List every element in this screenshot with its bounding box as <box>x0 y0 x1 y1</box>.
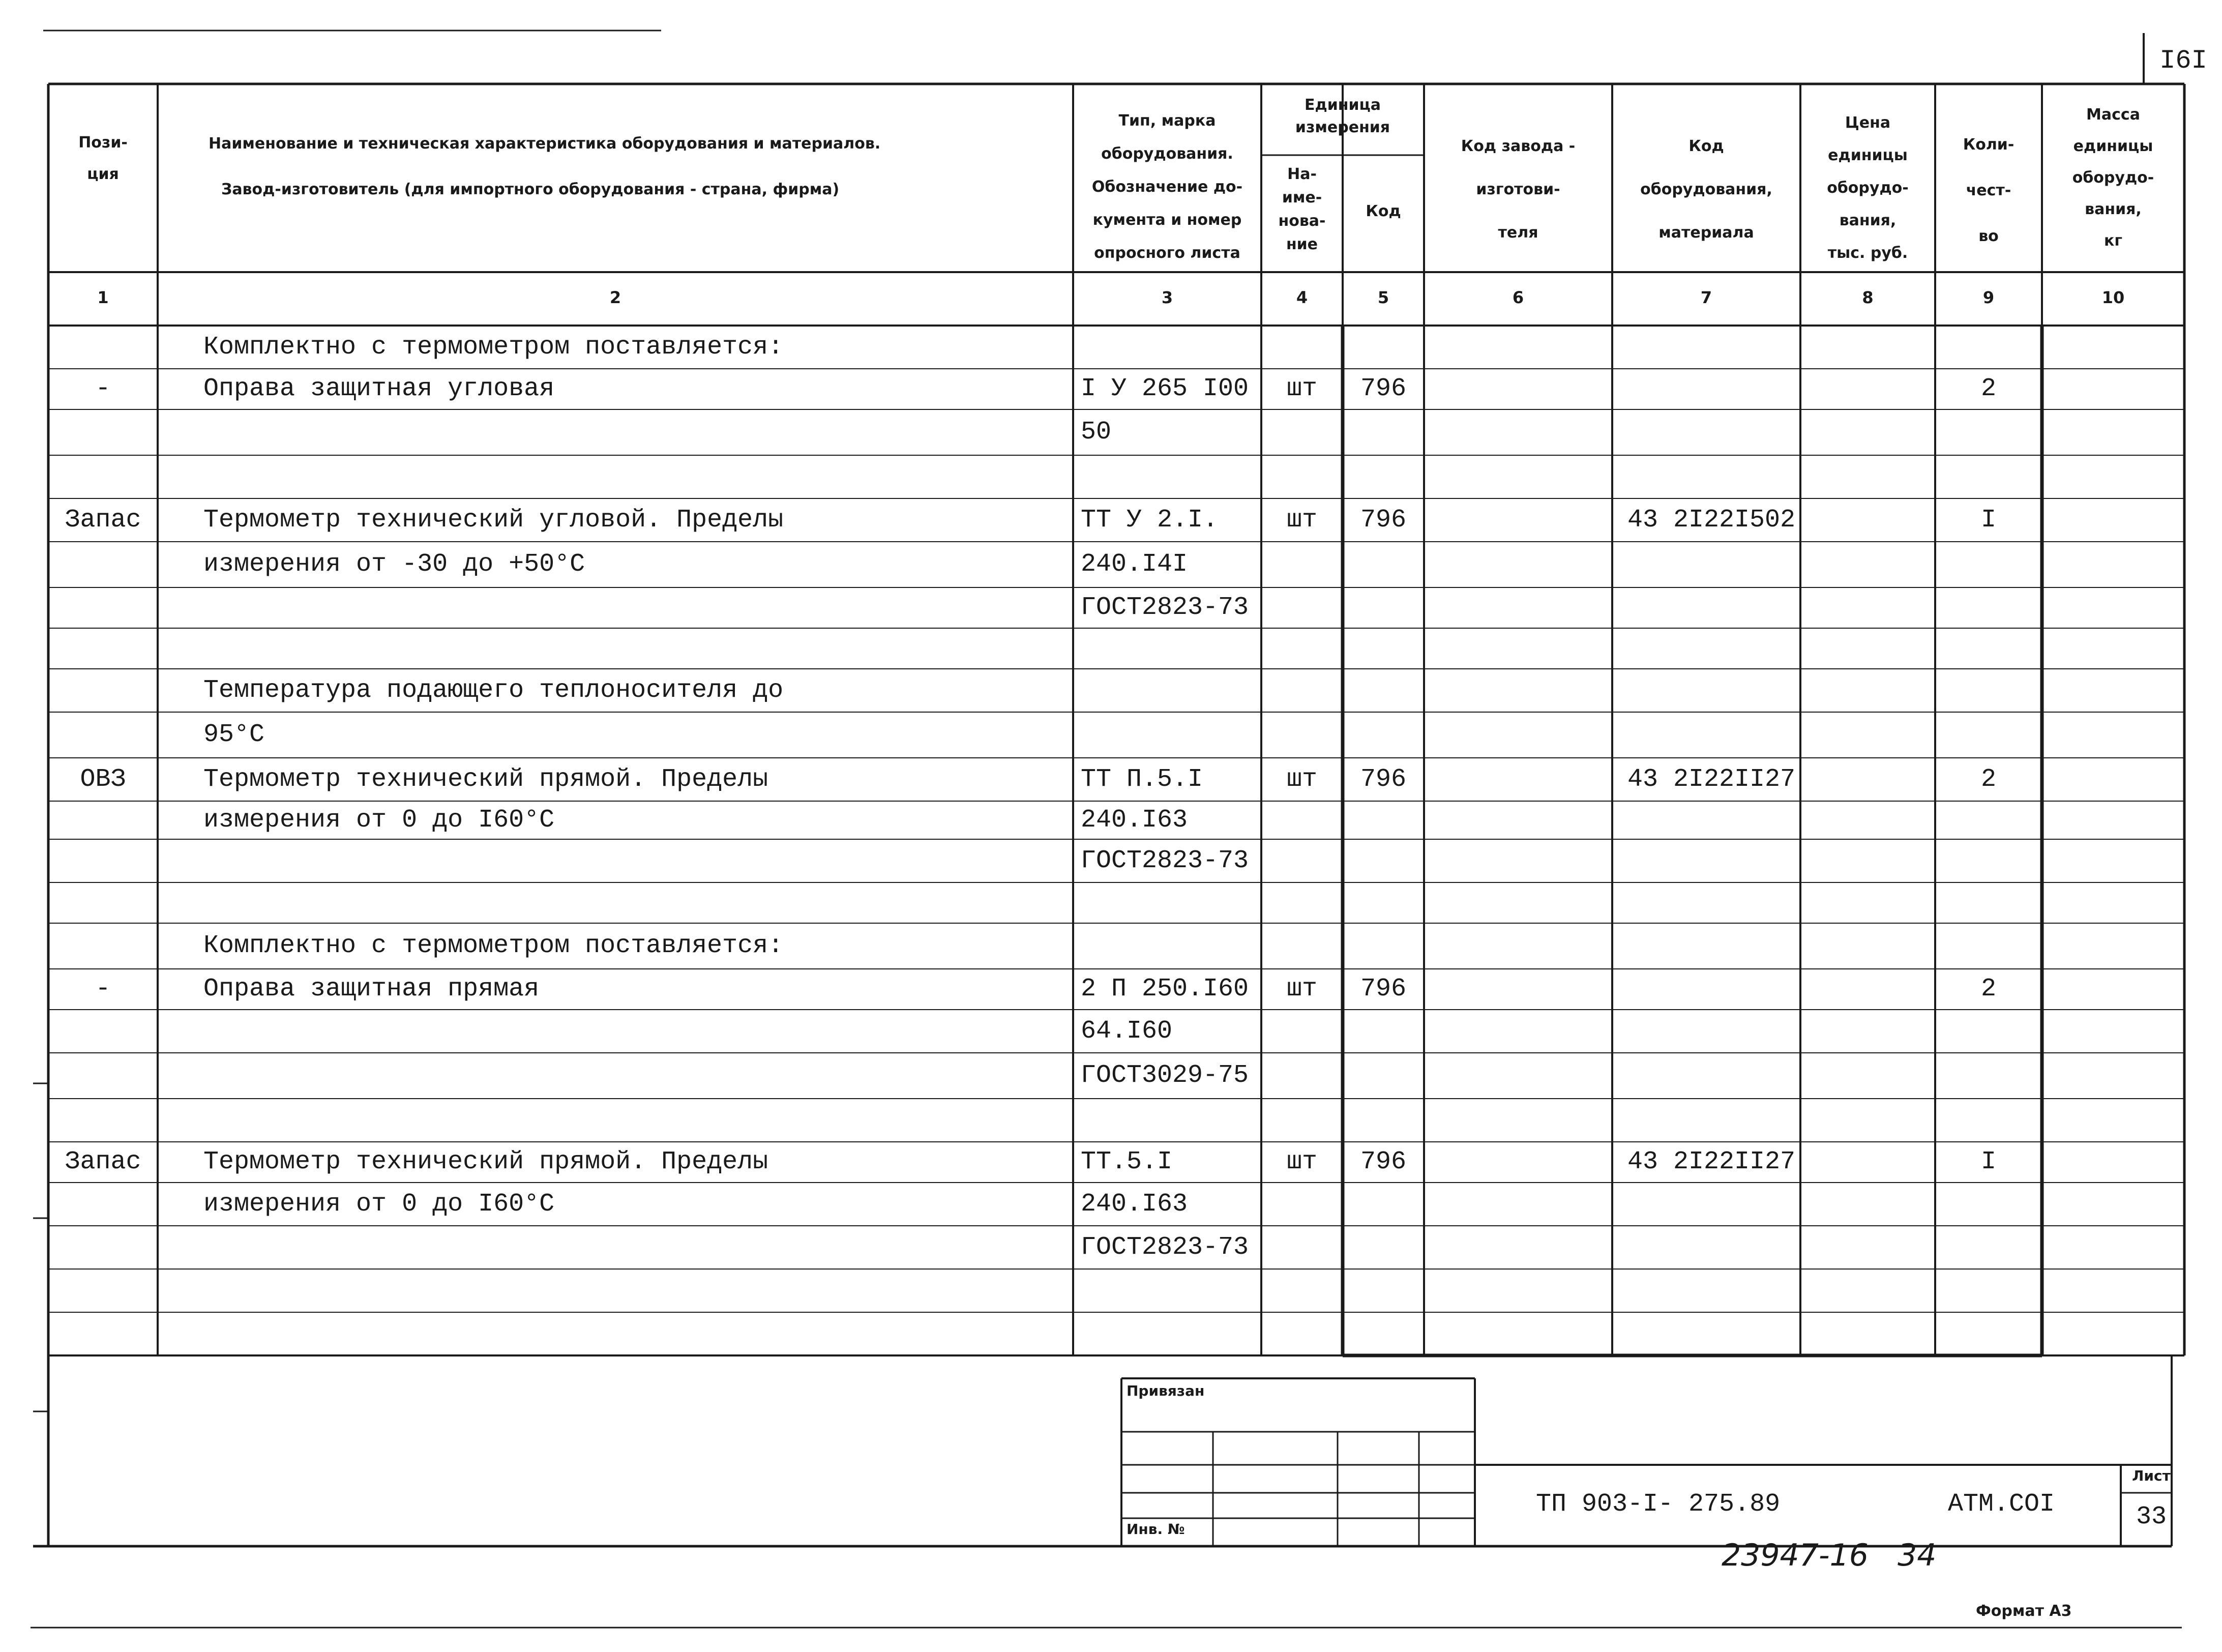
cell-type: 64.I60 <box>1081 1017 1173 1046</box>
cell-pos <box>51 542 155 587</box>
stamp-format: Формат А3 <box>1976 1602 2072 1620</box>
cell-qty <box>1935 923 2042 969</box>
cell-type <box>1081 669 1261 712</box>
cell-pos: Запас <box>65 1147 141 1176</box>
stamp-privyazan: Привязан <box>1127 1382 1205 1399</box>
stamp-inv-no: Инв. № <box>1127 1521 1185 1538</box>
cell-type: 240.I4I <box>1081 550 1188 579</box>
cell-unit <box>1261 587 1343 628</box>
cell-name <box>203 1226 1068 1269</box>
cell-qty <box>1935 455 2042 498</box>
cell-name: Комплектно с термометром поставляется: <box>203 333 784 362</box>
header-col2-line2: Завод-изготовитель (для импортного оборудования - страна, фирма) <box>221 181 840 198</box>
cell-pos <box>51 1312 155 1355</box>
cell-name <box>203 882 1068 923</box>
colnum-2: 2 <box>609 288 621 307</box>
cell-qty <box>1935 669 2042 712</box>
cell-pos <box>51 839 155 882</box>
cell-type <box>1081 923 1261 969</box>
cell-type: ГОСТ3029-75 <box>1081 1061 1249 1090</box>
cell-eqcode <box>1627 587 1800 628</box>
cell-unit <box>1261 1269 1343 1312</box>
cell-eqcode: 43 2I22II27 <box>1627 1147 1796 1176</box>
cell-pos <box>51 882 155 923</box>
cell-type: ТТ.5.I <box>1081 1147 1173 1176</box>
cell-type: 2 П 250.I60 <box>1081 975 1249 1004</box>
cell-unit: шт <box>1286 975 1317 1004</box>
cell-pos <box>51 587 155 628</box>
cell-unit <box>1261 1226 1343 1269</box>
header-col7: Код оборудования, материала <box>1640 137 1772 242</box>
cell-pos <box>51 1053 155 1099</box>
cell-unit <box>1261 1010 1343 1053</box>
cell-type: 50 <box>1081 418 1112 447</box>
cell-qty <box>1935 801 2042 839</box>
cell-code <box>1343 882 1424 923</box>
cell-type <box>1081 882 1261 923</box>
cell-unit <box>1261 801 1343 839</box>
sheet-number-top: I6I <box>2159 46 2207 76</box>
cell-qty <box>1935 409 2042 455</box>
cell-pos <box>51 801 155 839</box>
cell-eqcode <box>1627 369 1800 409</box>
cell-eqcode <box>1627 1053 1800 1099</box>
cell-qty: I <box>1980 1147 1996 1176</box>
cell-name: измерения от 0 до I60°С <box>203 806 555 835</box>
cell-qty <box>1935 1269 2042 1312</box>
cell-code <box>1343 628 1424 669</box>
stamp-doc-code: ТП 903-I- 275.89 <box>1536 1490 1781 1519</box>
cell-unit <box>1261 923 1343 969</box>
cell-unit <box>1261 839 1343 882</box>
cell-pos <box>51 628 155 669</box>
colnum-1: 1 <box>97 288 109 307</box>
cell-name: измерения от 0 до I60°С <box>203 1190 555 1219</box>
cell-qty <box>1935 326 2042 369</box>
cell-name: измерения от -30 до +50°С <box>203 550 585 579</box>
cell-unit <box>1261 882 1343 923</box>
header-col1: Пози- ция <box>78 134 128 183</box>
cell-type <box>1081 1099 1261 1142</box>
cell-eqcode <box>1627 882 1800 923</box>
cell-unit <box>1261 1183 1343 1226</box>
cell-code <box>1343 801 1424 839</box>
cell-code <box>1343 669 1424 712</box>
cell-qty <box>1935 839 2042 882</box>
cell-qty: I <box>1980 506 1996 535</box>
cell-unit <box>1261 628 1343 669</box>
cell-code <box>1343 409 1424 455</box>
header-col9: Коли- чест- во <box>1963 136 2014 245</box>
cell-pos: - <box>95 975 111 1004</box>
cell-unit <box>1261 542 1343 587</box>
cell-code: 796 <box>1360 975 1406 1004</box>
cell-name <box>203 587 1068 628</box>
cell-name: Температура подающего теплоносителя до <box>203 676 784 705</box>
cell-name: Термометр технический прямой. Пределы <box>203 1147 768 1176</box>
cell-unit <box>1261 1053 1343 1099</box>
cell-qty <box>1935 1010 2042 1053</box>
cell-pos: - <box>95 374 111 403</box>
cell-eqcode <box>1627 923 1800 969</box>
cell-unit <box>1261 455 1343 498</box>
cell-pos <box>51 1099 155 1142</box>
cell-name: 95°С <box>203 720 265 749</box>
cell-type <box>1081 1269 1261 1312</box>
cell-code <box>1343 1226 1424 1269</box>
header-col6: Код завода - изготови- теля <box>1461 137 1576 242</box>
cell-unit <box>1261 326 1343 369</box>
cell-code <box>1343 1269 1424 1312</box>
cell-pos <box>51 1269 155 1312</box>
cell-eqcode <box>1627 839 1800 882</box>
cell-pos <box>51 1183 155 1226</box>
header-units-group: Единица измерения <box>1295 96 1390 136</box>
cell-type: ГОСТ2823-73 <box>1081 846 1249 875</box>
cell-code <box>1343 712 1424 758</box>
cell-qty <box>1935 628 2042 669</box>
cell-eqcode: 43 2I22II27 <box>1627 765 1796 794</box>
cell-code <box>1343 587 1424 628</box>
cell-eqcode <box>1627 1226 1800 1269</box>
cell-eqcode <box>1627 801 1800 839</box>
header-col10: Масса единицы оборудо- вания, кг <box>2072 106 2154 250</box>
stamp-sheet-label: Лист <box>2132 1467 2171 1484</box>
header-col3: Тип, марка оборудования. Обозначение до- кумента и номер опросного листа <box>1091 112 1243 262</box>
cell-code <box>1343 1099 1424 1142</box>
cell-name <box>203 839 1068 882</box>
colnum-9: 9 <box>1982 288 1995 307</box>
cell-name: Оправа защитная угловая <box>203 374 555 403</box>
cell-qty <box>1935 1099 2042 1142</box>
cell-eqcode <box>1627 969 1800 1010</box>
header-col4: На- име- нова- ние <box>1278 165 1326 253</box>
cell-name: Оправа защитная прямая <box>203 975 540 1004</box>
cell-eqcode <box>1627 1183 1800 1226</box>
cell-code <box>1343 839 1424 882</box>
cell-unit <box>1261 1312 1343 1355</box>
cell-type: ТТ П.5.I <box>1081 765 1203 794</box>
cell-name <box>203 1312 1068 1355</box>
cell-type <box>1081 712 1261 758</box>
cell-type <box>1081 326 1261 369</box>
cell-eqcode <box>1627 669 1800 712</box>
header-col5: Код <box>1366 202 1401 220</box>
cell-eqcode <box>1627 1099 1800 1142</box>
cell-name <box>203 1099 1068 1142</box>
cell-pos <box>51 669 155 712</box>
cell-unit <box>1261 669 1343 712</box>
cell-type: 240.I63 <box>1081 1190 1188 1219</box>
cell-type: I У 265 I00 <box>1081 374 1249 403</box>
cell-eqcode <box>1627 1269 1800 1312</box>
cell-code <box>1343 455 1424 498</box>
cell-qty: 2 <box>1980 765 1996 794</box>
cell-code <box>1343 1183 1424 1226</box>
cell-code <box>1343 326 1424 369</box>
colnum-3: 3 <box>1161 288 1173 307</box>
cell-code: 796 <box>1360 506 1406 535</box>
cell-unit <box>1261 409 1343 455</box>
cell-unit <box>1261 712 1343 758</box>
cell-pos <box>51 409 155 455</box>
cell-qty <box>1935 1053 2042 1099</box>
cell-qty <box>1935 587 2042 628</box>
cell-qty: 2 <box>1980 975 1996 1004</box>
cell-code <box>1343 1312 1424 1355</box>
cell-unit <box>1261 1099 1343 1142</box>
cell-code: 796 <box>1360 1147 1406 1176</box>
cell-pos: ОВЗ <box>80 765 126 794</box>
cell-pos <box>51 326 155 369</box>
cell-eqcode: 43 2I22I502 <box>1627 506 1796 535</box>
cell-type: ТТ У 2.I. <box>1081 506 1219 535</box>
cell-name <box>203 628 1068 669</box>
cell-eqcode <box>1627 542 1800 587</box>
cell-eqcode <box>1627 409 1800 455</box>
cell-pos <box>51 923 155 969</box>
cell-qty: 2 <box>1980 374 1996 403</box>
cell-eqcode <box>1627 712 1800 758</box>
cell-name <box>203 409 1068 455</box>
cell-name: Комплектно с термометром поставляется: <box>203 931 784 960</box>
cell-qty <box>1935 1226 2042 1269</box>
cell-qty <box>1935 882 2042 923</box>
cell-unit: шт <box>1286 1147 1317 1176</box>
cell-code <box>1343 1010 1424 1053</box>
colnum-8: 8 <box>1862 288 1874 307</box>
cell-pos <box>51 1010 155 1053</box>
cell-code <box>1343 542 1424 587</box>
cell-code: 796 <box>1360 374 1406 403</box>
cell-pos <box>51 712 155 758</box>
cell-name <box>203 455 1068 498</box>
cell-eqcode <box>1627 628 1800 669</box>
colnum-4: 4 <box>1296 288 1308 307</box>
cell-eqcode <box>1627 326 1800 369</box>
colnum-6: 6 <box>1512 288 1524 307</box>
cell-name <box>203 1010 1068 1053</box>
cell-type: ГОСТ2823-73 <box>1081 593 1249 622</box>
cell-unit: шт <box>1286 506 1317 535</box>
cell-qty <box>1935 1312 2042 1355</box>
cell-qty <box>1935 712 2042 758</box>
stamp-sheet-number: 33 <box>2136 1502 2167 1531</box>
cell-eqcode <box>1627 1010 1800 1053</box>
cell-pos <box>51 455 155 498</box>
cell-qty <box>1935 1183 2042 1226</box>
cell-eqcode <box>1627 455 1800 498</box>
colnum-10: 10 <box>2101 288 2125 307</box>
stamp-handwritten: 23947-16 34 <box>1722 1538 1937 1573</box>
cell-code <box>1343 1053 1424 1099</box>
cell-type <box>1081 1312 1261 1355</box>
colnum-5: 5 <box>1377 288 1389 307</box>
cell-unit: шт <box>1286 765 1317 794</box>
cell-type <box>1081 628 1261 669</box>
header-col2-line1: Наименование и техническая характеристика оборудования и материалов. <box>209 135 881 153</box>
cell-qty <box>1935 542 2042 587</box>
cell-code: 796 <box>1360 765 1406 794</box>
cell-type: ГОСТ2823-73 <box>1081 1233 1249 1262</box>
cell-pos <box>51 1226 155 1269</box>
cell-pos: Запас <box>65 506 141 535</box>
stamp-doc-mark: АТМ.СОI <box>1948 1490 2055 1519</box>
cell-name: Термометр технический прямой. Пределы <box>203 765 768 794</box>
cell-eqcode <box>1627 1312 1800 1355</box>
cell-name <box>203 1269 1068 1312</box>
cell-type <box>1081 455 1261 498</box>
cell-name: Термометр технический угловой. Пределы <box>203 506 784 535</box>
cell-name <box>203 1053 1068 1099</box>
cell-type: 240.I63 <box>1081 806 1188 835</box>
colnum-7: 7 <box>1700 288 1712 307</box>
header-col8: Цена единицы оборудо- вания, тыс. руб. <box>1827 114 1909 262</box>
cell-code <box>1343 923 1424 969</box>
cell-unit: шт <box>1286 374 1317 403</box>
